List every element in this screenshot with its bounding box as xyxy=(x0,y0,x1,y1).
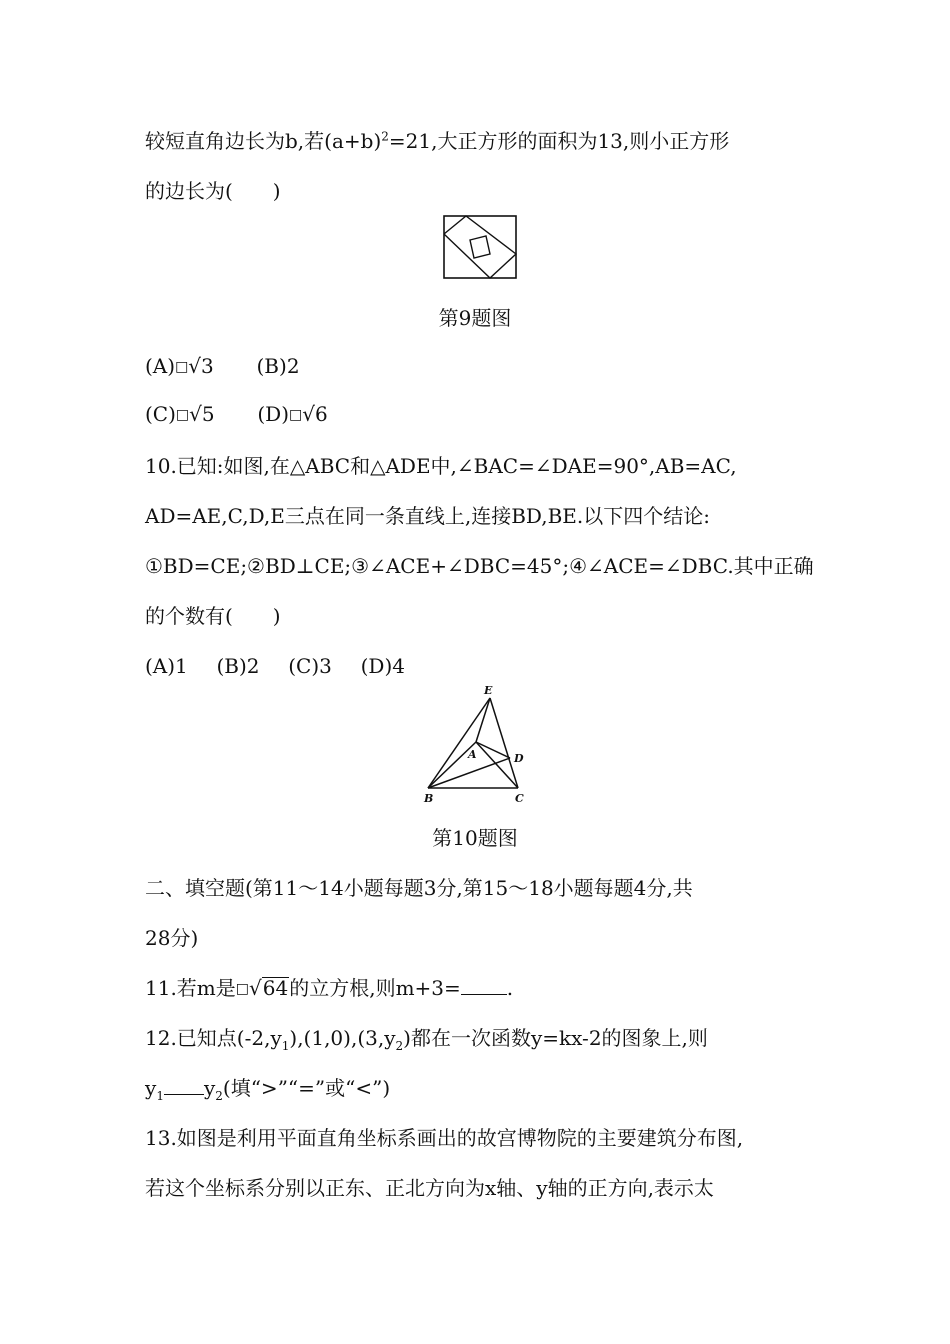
q10-options-row xyxy=(145,652,405,680)
q13-line-1: 13.如图是利用平面直角坐标系画出的故宫博物院的主要建筑分布图, xyxy=(145,1126,744,1150)
q12-y2-sub: 2 xyxy=(215,1089,223,1103)
q10-label-d: D xyxy=(514,752,524,765)
q10-line-2: AD=AE,C,D,E三点在同一条直线上,连接BD,BE.以下四个结论: xyxy=(145,504,710,528)
q9-options-row-2 xyxy=(145,400,328,429)
q9-option-a-index: □ xyxy=(175,359,189,375)
q10-segment-ac xyxy=(476,742,518,788)
q10-caption: 第10题图 xyxy=(432,826,518,850)
q10-option-a[interactable]: (A)1 xyxy=(145,654,188,678)
q10-option-c[interactable]: (C)3 xyxy=(288,654,332,678)
q9-option-d-index: □ xyxy=(289,407,303,423)
q10-segment-ae xyxy=(476,698,490,742)
q9-option-b[interactable] xyxy=(257,352,300,380)
section2-line-2: 28分) xyxy=(145,926,199,950)
q9-figure-nested-squares xyxy=(442,214,518,280)
q9-option-c-label: (C) xyxy=(145,402,176,426)
q12-sub-1: 1 xyxy=(281,1039,290,1053)
q11-line: 11.若m是□√64的立方根,则m+3= . xyxy=(145,976,514,1000)
q9-line-1 xyxy=(145,127,729,155)
q12-line-1 xyxy=(145,1024,708,1052)
q10-option-b[interactable]: (B)2 xyxy=(216,654,260,678)
q10-line-3: ①BD=CE;②BD⊥CE;③∠ACE+∠DBC=45°;④∠ACE=∠DBC.其中正确 xyxy=(145,554,814,578)
q10-line-1: 10.已知:如图,在△ABC和△ADE中,∠BAC=∠DAE=90°,AB=AC, xyxy=(145,454,737,478)
q9-option-a-radicand: 3 xyxy=(201,354,214,378)
q9-line-2: 的边长为( ) xyxy=(145,179,281,203)
q10-option-d[interactable]: (D)4 xyxy=(360,654,405,678)
q11-text-b: 的立方根,则m+3= xyxy=(289,976,461,1000)
q13-line-2: 若这个坐标系分别以正东、正北方向为x轴、y轴的正方向,表示太 xyxy=(145,1176,714,1200)
q12-text-hint: (填“>”“=”或“<”) xyxy=(222,1076,391,1100)
q9-option-d[interactable]: (D)□√6 xyxy=(257,402,328,426)
q9-option-c[interactable]: (C)□√5 xyxy=(145,402,215,426)
q9-caption: 第9题图 xyxy=(438,306,512,330)
q9-option-c-index: □ xyxy=(175,407,190,423)
q9-options-row-1 xyxy=(145,352,300,381)
q11-text-a: 11.若m是 xyxy=(145,976,236,1000)
q11-text-end: . xyxy=(506,976,514,1000)
q10-line-4: 的个数有( ) xyxy=(145,604,281,628)
q10-label-e: E xyxy=(484,684,493,697)
q12-y1: y xyxy=(145,1076,157,1100)
q9-text-b: =21,大正方形的面积为13,则小正方形 xyxy=(388,129,730,153)
q12-y2: y xyxy=(203,1076,216,1100)
q10-label-c: C xyxy=(515,792,524,805)
q10-segment-ec xyxy=(490,698,518,788)
q12-text-c: )都在一次函数y=kx-2的图象上,则 xyxy=(403,1026,708,1050)
q10-label-a: A xyxy=(468,748,477,761)
q9-text-a: 较短直角边长为b,若(a+b) xyxy=(145,129,382,153)
q11-answer-blank[interactable] xyxy=(461,976,507,995)
q9-option-d-radicand: 6 xyxy=(314,402,328,426)
q10-segment-bd xyxy=(428,758,510,788)
q10-segment-be xyxy=(428,698,490,788)
q9-option-a-label: (A) xyxy=(145,354,176,378)
section2-line-1: 二、填空题(第11～14小题每题3分,第15～18小题每题4分,共 xyxy=(145,876,693,900)
q9-superscript: 2 xyxy=(381,129,389,144)
q9-option-b-label: (B) xyxy=(256,354,287,378)
q9-small-square xyxy=(470,236,490,258)
q11-radicand: 64 xyxy=(262,976,289,1000)
q9-inner-lines xyxy=(444,216,516,278)
q12-text-b: ),(1,0),(3,y xyxy=(289,1026,396,1050)
q10-figure-triangles xyxy=(418,684,538,806)
q9-option-a[interactable]: (A)□√3 xyxy=(145,354,214,378)
q12-answer-blank[interactable] xyxy=(164,1076,204,1095)
q12-y1-sub: 1 xyxy=(156,1089,164,1103)
q12-sub-2: 2 xyxy=(395,1039,404,1053)
q9-option-c-radicand: 5 xyxy=(201,402,215,426)
q12-text-a: 12.已知点(-2,y xyxy=(145,1026,282,1050)
q9-option-d-label: (D) xyxy=(257,402,289,426)
q12-line-2 xyxy=(145,1074,390,1102)
q10-label-b: B xyxy=(424,792,434,805)
q11-radical-index: □ xyxy=(235,981,250,997)
q9-option-b-text: 2 xyxy=(286,354,300,378)
